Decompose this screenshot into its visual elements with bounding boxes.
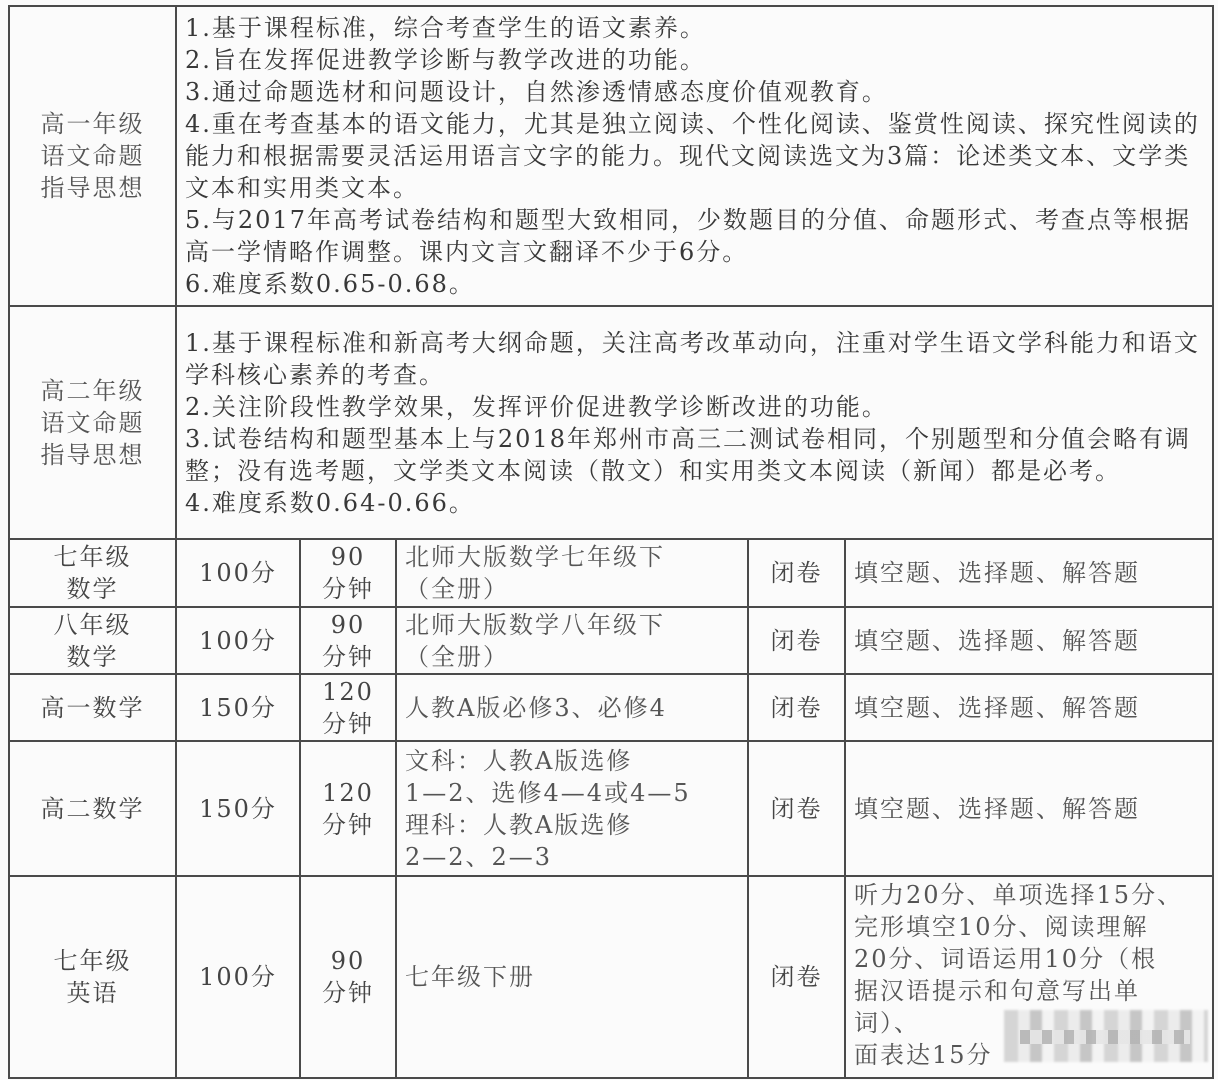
subject-row bbox=[9, 607, 1213, 674]
types-cell bbox=[845, 674, 1213, 741]
time-line: 90 bbox=[330, 947, 366, 975]
subject-cell bbox=[9, 876, 176, 1078]
scope-line: （全册） bbox=[405, 575, 509, 603]
header-line: 语文命题 bbox=[40, 408, 145, 437]
guide-content-grade11 bbox=[176, 306, 1213, 539]
scope-cell bbox=[396, 674, 748, 741]
time-cell bbox=[300, 876, 396, 1078]
scope-line: 1—2、选修4—4或4—5 bbox=[405, 778, 691, 807]
types-line: 词）、 bbox=[854, 1009, 920, 1037]
guide-item: 6.难度系数0.65-0.68。 bbox=[185, 270, 475, 298]
time-line: 分钟 bbox=[322, 642, 374, 671]
guide-item: 2.关注阶段性教学效果，发挥评价促进教学诊断改进的功能。 bbox=[185, 392, 888, 421]
guide-item: 4.重在考查基本的语文能力，尤其是独立阅读、个性化阅读、鉴赏性阅读、探究性阅读的能力和根据需要灵活运用语言文字的能力。现代文阅读选文为3篇：论述类文本、文学类文本和实用类文本。 bbox=[185, 110, 1200, 202]
types-line: 据汉语提示和句意写出单 bbox=[854, 977, 1140, 1005]
exam-info-table bbox=[8, 5, 1214, 1079]
subject-line: 数学 bbox=[66, 575, 119, 603]
scope-line: 文科：人教A版选修 bbox=[405, 746, 633, 775]
scope-line: 理科：人教A版选修 bbox=[405, 810, 633, 839]
score-cell: 150分 bbox=[176, 741, 300, 876]
score-cell: 150分 bbox=[176, 674, 300, 741]
subject-row bbox=[9, 674, 1213, 741]
scope-cell bbox=[396, 741, 748, 876]
time-cell bbox=[300, 674, 396, 741]
types-line: 填空题、选择题、解答题 bbox=[854, 693, 1140, 722]
time-cell bbox=[300, 539, 396, 607]
guide-item: 1.基于课程标准和新高考大纲命题，关注高考改革动向，注重对学生语文学科能力和语文学科核心素养的考查。 bbox=[185, 328, 1200, 389]
scope-line: 北师大版数学八年级下 bbox=[405, 610, 665, 639]
types-line: 完形填空10分、阅读理解 bbox=[854, 913, 1149, 941]
subject-row bbox=[9, 741, 1213, 876]
guide-item: 4.难度系数0.64-0.66。 bbox=[185, 488, 475, 517]
subject-row bbox=[9, 539, 1213, 607]
types-cell bbox=[845, 539, 1213, 607]
types-line: 面表达15分 bbox=[854, 1041, 993, 1069]
score-cell: 100分 bbox=[176, 607, 300, 674]
header-line: 语文命题 bbox=[40, 142, 145, 170]
time-line: 分钟 bbox=[322, 810, 374, 839]
form-cell: 闭卷 bbox=[748, 607, 845, 674]
types-line: 填空题、选择题、解答题 bbox=[854, 626, 1140, 655]
guide-item: 3.通过命题选材和问题设计，自然渗透情感态度价值观教育。 bbox=[185, 78, 888, 106]
time-line: 分钟 bbox=[322, 709, 374, 738]
guide-item: 1.基于课程标准，综合考查学生的语文素养。 bbox=[185, 14, 706, 42]
scope-cell bbox=[396, 876, 748, 1078]
guide-row-grade10 bbox=[9, 6, 1213, 306]
types-line: 20分、词语运用10分（根 bbox=[854, 945, 1158, 973]
guide-header-grade11 bbox=[9, 306, 176, 539]
guide-header-grade10 bbox=[9, 6, 176, 306]
guide-content-grade10 bbox=[176, 6, 1213, 306]
types-line: 听力20分、单项选择15分、 bbox=[854, 881, 1184, 909]
guide-item: 5.与2017年高考试卷结构和题型大致相同，少数题目的分值、命题形式、考查点等根据高一学情略作调整。课内文言文翻译不少于6分。 bbox=[185, 206, 1191, 266]
time-line: 120 bbox=[322, 677, 374, 706]
time-cell bbox=[300, 607, 396, 674]
subject-line: 八年级 bbox=[53, 610, 132, 639]
guide-item: 2.旨在发挥促进教学诊断与教学改进的功能。 bbox=[185, 46, 706, 74]
types-line: 填空题、选择题、解答题 bbox=[854, 559, 1140, 587]
form-cell: 闭卷 bbox=[748, 539, 845, 607]
scope-line: 北师大版数学七年级下 bbox=[405, 543, 665, 571]
types-line: 填空题、选择题、解答题 bbox=[854, 794, 1140, 823]
score-cell: 100分 bbox=[176, 876, 300, 1078]
types-cell bbox=[845, 741, 1213, 876]
scope-cell bbox=[396, 539, 748, 607]
time-line: 120 bbox=[322, 778, 374, 807]
subject-line: 七年级 bbox=[53, 947, 132, 975]
time-line: 90 bbox=[330, 543, 366, 571]
subject-line: 数学 bbox=[66, 642, 119, 671]
subject-line: 高一数学 bbox=[40, 693, 145, 722]
guide-item: 3.试卷结构和题型基本上与2018年郑州市高三二测试卷相同，个别题型和分值会略有调整；没有选考题，文学类文本阅读（散文）和实用类文本阅读（新闻）都是必考。 bbox=[185, 424, 1191, 485]
form-cell: 闭卷 bbox=[748, 674, 845, 741]
subject-cell bbox=[9, 539, 176, 607]
subject-cell bbox=[9, 607, 176, 674]
form-cell: 闭卷 bbox=[748, 741, 845, 876]
subject-line: 高二数学 bbox=[40, 794, 145, 823]
scope-line: （全册） bbox=[405, 642, 509, 671]
subject-line: 七年级 bbox=[53, 543, 132, 571]
types-cell bbox=[845, 607, 1213, 674]
header-line: 指导思想 bbox=[40, 174, 145, 202]
scope-cell bbox=[396, 607, 748, 674]
header-line: 高一年级 bbox=[40, 110, 145, 138]
header-line: 高二年级 bbox=[40, 376, 145, 405]
time-cell bbox=[300, 741, 396, 876]
scope-line: 七年级下册 bbox=[405, 963, 535, 991]
scope-line: 人教A版必修3、必修4 bbox=[405, 693, 667, 722]
subject-line: 英语 bbox=[66, 979, 119, 1007]
blurred-watermark-strip bbox=[1020, 1030, 1190, 1044]
time-line: 分钟 bbox=[322, 979, 374, 1007]
header-line: 指导思想 bbox=[40, 440, 145, 469]
scope-line: 2—2、2—3 bbox=[405, 842, 553, 871]
subject-cell bbox=[9, 674, 176, 741]
subject-cell bbox=[9, 741, 176, 876]
time-line: 分钟 bbox=[322, 575, 374, 603]
form-cell: 闭卷 bbox=[748, 876, 845, 1078]
guide-row-grade11 bbox=[9, 306, 1213, 539]
score-cell: 100分 bbox=[176, 539, 300, 607]
time-line: 90 bbox=[330, 610, 366, 639]
